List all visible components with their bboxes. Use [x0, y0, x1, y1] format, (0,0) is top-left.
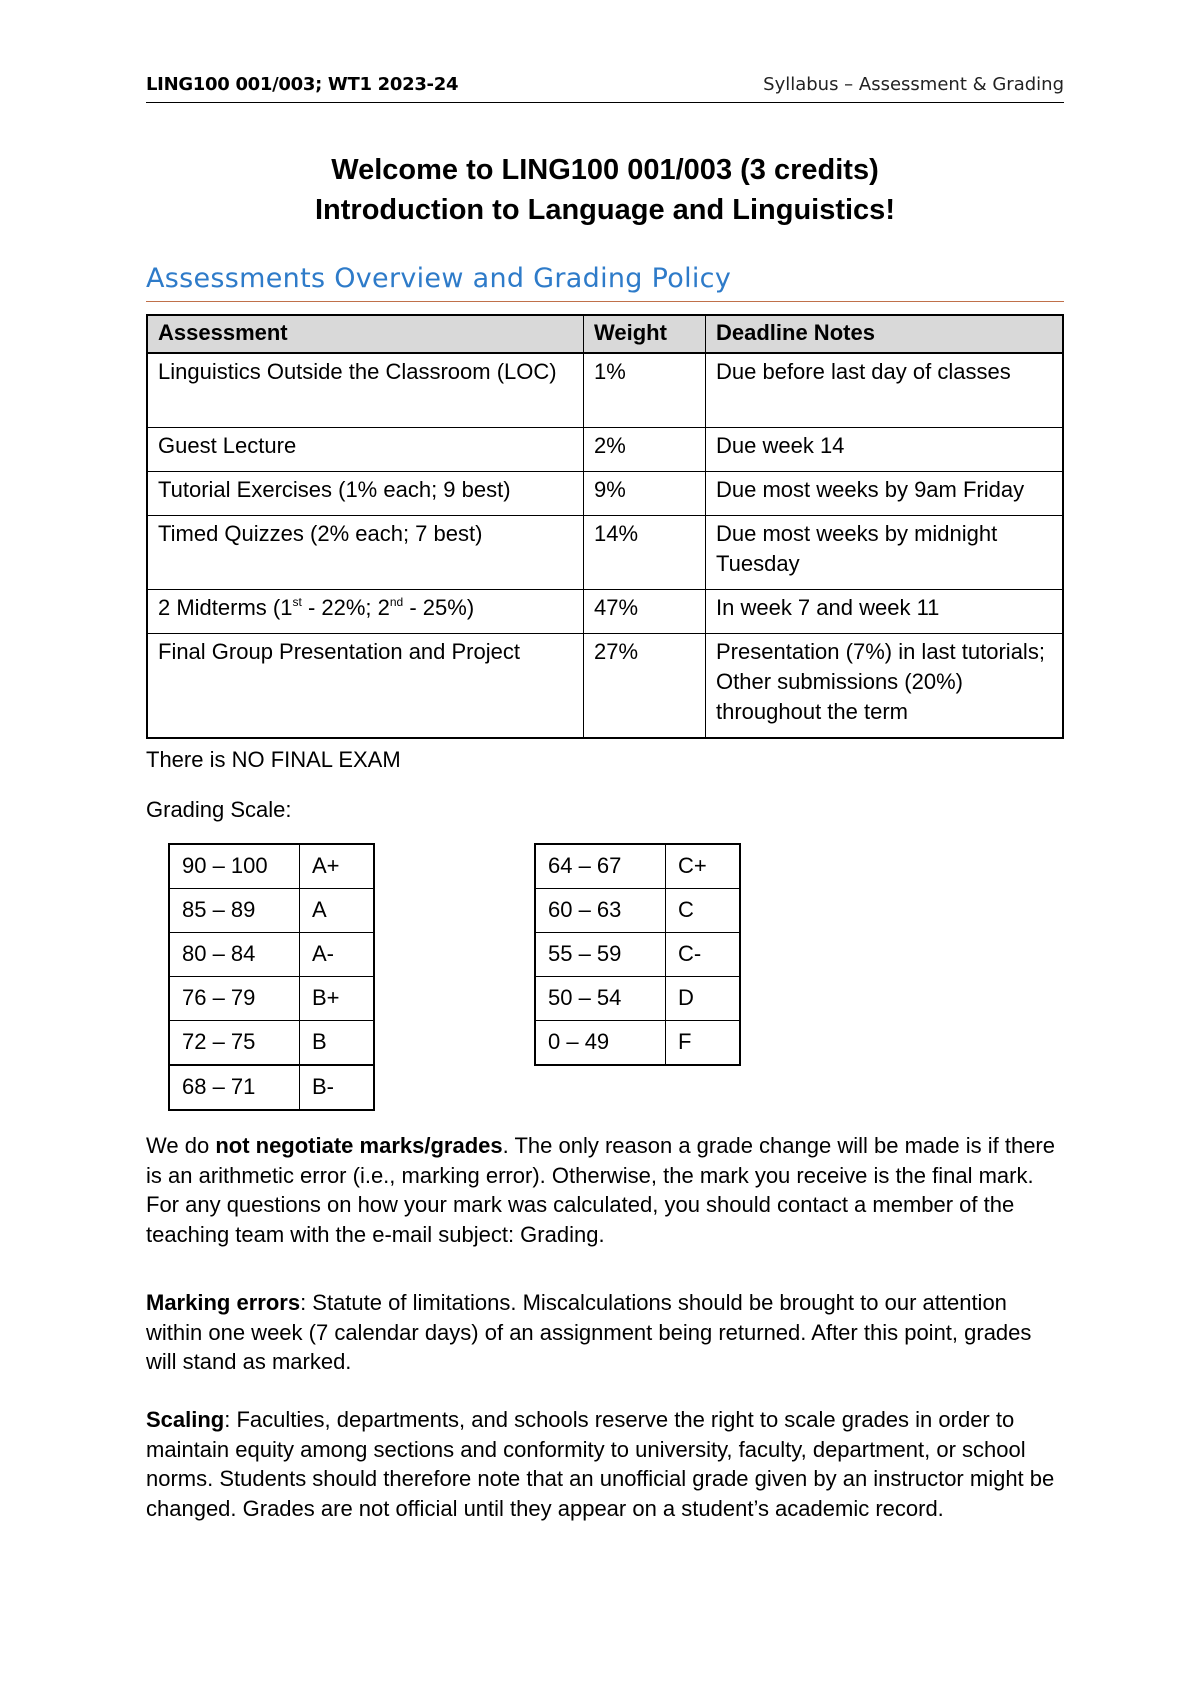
table-row	[169, 844, 374, 889]
title-line-1: Welcome to LING100 001/003 (3 credits)	[331, 154, 879, 186]
notes-cell: Due most weeks by midnight Tuesday	[706, 516, 1064, 590]
assessment-cell: Timed Quizzes (2% each; 7 best)	[147, 516, 584, 590]
grade-range: 76 – 79	[169, 977, 300, 1021]
section-heading: Assessments Overview and Grading Policy	[146, 263, 1064, 302]
table-row	[169, 1065, 374, 1110]
paragraph-text: We do	[146, 1133, 216, 1158]
paragraph-marking-errors	[146, 1288, 1066, 1377]
grade-letter: C	[666, 889, 741, 933]
grade-letter: F	[666, 1021, 741, 1066]
table-row	[147, 590, 1063, 634]
table-row	[169, 889, 374, 933]
weight-cell: 9%	[584, 472, 706, 516]
paragraph-emphasis: Scaling	[146, 1407, 225, 1432]
column-header-weight: Weight	[584, 315, 706, 353]
grade-letter: A	[300, 889, 375, 933]
column-header-deadline-notes: Deadline Notes	[706, 315, 1064, 353]
grade-range: 68 – 71	[169, 1065, 300, 1110]
weight-cell: 2%	[584, 428, 706, 472]
grade-letter: C-	[666, 933, 741, 977]
assessment-cell	[147, 590, 584, 634]
grade-letter: C+	[666, 844, 741, 889]
table-row	[147, 516, 1063, 590]
table-row	[535, 1021, 740, 1066]
grade-range: 64 – 67	[535, 844, 666, 889]
table-header-row	[147, 315, 1063, 353]
notes-cell: Due before last day of classes	[706, 353, 1064, 428]
grade-range: 85 – 89	[169, 889, 300, 933]
assessment-table	[146, 314, 1064, 739]
table-row	[535, 889, 740, 933]
weight-cell: 47%	[584, 590, 706, 634]
weight-cell: 14%	[584, 516, 706, 590]
grade-letter: B+	[300, 977, 375, 1021]
table-row	[147, 634, 1063, 739]
weight-cell: 27%	[584, 634, 706, 739]
assessment-cell: Tutorial Exercises (1% each; 9 best)	[147, 472, 584, 516]
grade-range: 50 – 54	[535, 977, 666, 1021]
grade-letter: A-	[300, 933, 375, 977]
table-row	[147, 472, 1063, 516]
document-section-header: Syllabus – Assessment & Grading	[763, 74, 1064, 95]
grade-letter: B	[300, 1021, 375, 1066]
assessment-cell: Final Group Presentation and Project	[147, 634, 584, 739]
ordinal-superscript: st	[292, 595, 302, 609]
page-header	[146, 70, 1064, 103]
grade-range: 80 – 84	[169, 933, 300, 977]
midterm-text-b: - 22%; 2	[301, 595, 390, 620]
table-row	[535, 977, 740, 1021]
weight-cell: 1%	[584, 353, 706, 428]
table-row	[535, 844, 740, 889]
notes-cell: Due most weeks by 9am Friday	[706, 472, 1064, 516]
no-final-exam-note: There is NO FINAL EXAM	[146, 747, 401, 772]
title-line-2: Introduction to Language and Linguistics!	[315, 194, 895, 226]
column-header-assessment: Assessment	[147, 315, 584, 353]
assessment-cell: Linguistics Outside the Classroom (LOC)	[147, 353, 584, 428]
paragraph-text: . The only reason a grade change will be made is if there is an arithmetic error (i.e., marking error). Otherwise, the mark you receive is the final mark. For any questions on how your mark was calculated, you should contact a member of the teaching team with the e-mail subject: Grading.	[146, 1133, 1055, 1247]
midterm-text-a: 2 Midterms (1	[158, 595, 293, 620]
paragraph-no-negotiation	[146, 1131, 1066, 1249]
grading-scale-table-left	[168, 843, 375, 1111]
course-code-header: LING100 001/003; WT1 2023-24	[146, 74, 459, 95]
grade-range: 60 – 63	[535, 889, 666, 933]
table-row	[169, 977, 374, 1021]
paragraph-emphasis: not negotiate marks/grades	[215, 1133, 503, 1158]
grade-letter: A+	[300, 844, 375, 889]
grading-scale-label: Grading Scale:	[146, 797, 292, 822]
page-title	[146, 150, 1064, 230]
notes-cell: Presentation (7%) in last tutorials; Other submissions (20%) throughout the term	[706, 634, 1064, 739]
notes-cell: In week 7 and week 11	[706, 590, 1064, 634]
grade-range: 0 – 49	[535, 1021, 666, 1066]
grading-scale-table-right	[534, 843, 741, 1066]
grade-range: 72 – 75	[169, 1021, 300, 1066]
paragraph-text: : Faculties, departments, and schools reserve the right to scale grades in order to maintain equity among sections and conformity to university, faculty, department, or school norms. Students should therefore note that an unofficial grade given by an instructor might be changed. Grades are not official until they appear on a student’s academic record.	[146, 1407, 1055, 1521]
table-row	[535, 933, 740, 977]
assessment-cell: Guest Lecture	[147, 428, 584, 472]
notes-cell: Due week 14	[706, 428, 1064, 472]
table-row	[169, 1021, 374, 1066]
table-row	[147, 353, 1063, 428]
paragraph-emphasis: Marking errors	[146, 1290, 301, 1315]
table-row	[169, 933, 374, 977]
grade-range: 90 – 100	[169, 844, 300, 889]
midterm-text-c: - 25%)	[403, 595, 475, 620]
grade-letter: D	[666, 977, 741, 1021]
grade-range: 55 – 59	[535, 933, 666, 977]
grade-letter: B-	[300, 1065, 375, 1110]
ordinal-superscript: nd	[389, 595, 404, 609]
paragraph-scaling	[146, 1405, 1066, 1523]
paragraph-text: : Statute of limitations. Miscalculations should be brought to our attention within one week (7 calendar days) of an assignment being returned. After this point, grades will stand as marked.	[146, 1290, 1032, 1374]
table-row	[147, 428, 1063, 472]
